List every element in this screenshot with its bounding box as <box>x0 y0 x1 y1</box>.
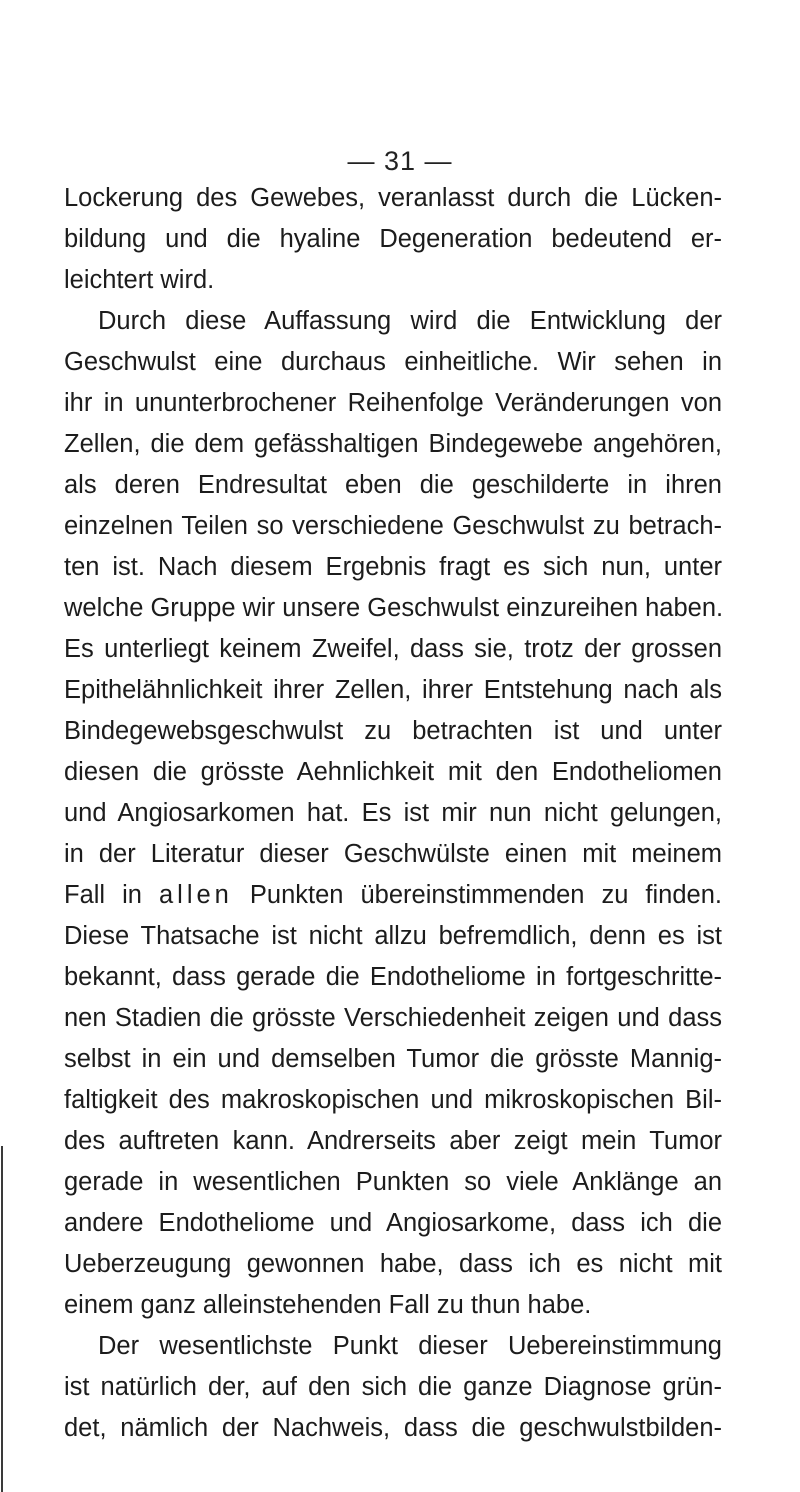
text-run: Fall in <box>64 881 159 909</box>
text-line-14: Bindegewebsgeschwulst zu betrachten ist und unter <box>64 717 722 745</box>
text-line-16: und Angiosarkomen hat. Es ist mir nun nicht gelungen, <box>64 799 722 827</box>
text-line-12: Es unterliegt keinem Zweifel, dass sie, trotz der grossen <box>64 635 722 663</box>
text-line-2: bildung und die hyaline Degeneration bedeutend er- <box>64 225 722 253</box>
text-line-5: Geschwulst eine durchaus einheitliche. Wir sehen in <box>64 348 722 376</box>
text-line-25: gerade in wesentlichen Punkten so viele Anklänge an <box>64 1168 722 1196</box>
text-line-13: Epithelähnlichkeit ihrer Zellen, ihrer Entstehung nach als <box>64 676 722 704</box>
text-line-4: Durch diese Auffassung wird die Entwicklung der <box>98 307 722 335</box>
text-line-15: diesen die grösste Aehnlichkeit mit den Endotheliomen <box>64 758 722 786</box>
text-line-24: des auftreten kann. Andrerseits aber zeigt mein Tumor <box>64 1127 722 1155</box>
text-line-31: det, nämlich der Nachweis, dass die geschwulstbilden- <box>64 1414 722 1442</box>
text-line-26: andere Endotheliome und Angiosarkome, dass ich die <box>64 1209 722 1237</box>
text-line-9: einzelnen Teilen so verschiedene Geschwulst zu betrach- <box>64 512 722 540</box>
text-line-8: als deren Endresultat eben die geschilderte in ihren <box>64 471 722 499</box>
text-line-21: nen Stadien die grösste Verschiedenheit zeigen und dass <box>64 1004 722 1032</box>
text-line-18 <box>64 875 722 915</box>
page-number: — 31 — <box>347 146 453 176</box>
text-line-3: leichtert wird. <box>64 266 215 294</box>
text-run: Punkten übereinstimmenden zu finden. <box>232 881 722 909</box>
text-line-7: Zellen, die dem gefässhaltigen Bindegewebe angehören, <box>64 430 722 458</box>
text-line-23: faltigkeit des makroskopischen und mikroskopischen Bil- <box>64 1086 722 1114</box>
text-line-6: ihr in ununterbrochener Reihenfolge Veränderungen von <box>64 389 722 417</box>
text-line-10: ten ist. Nach diesem Ergebnis fragt es sich nun, unter <box>64 553 722 581</box>
text-line-20: bekannt, dass gerade die Endotheliome in fortgeschritte- <box>64 963 722 991</box>
emphasized-word: allen <box>158 881 233 909</box>
scan-edge-mark <box>1 1146 3 1492</box>
text-line-19: Diese Thatsache ist nicht allzu befremdlich, denn es ist <box>64 922 722 950</box>
text-line-27: Ueberzeugung gewonnen habe, dass ich es nicht mit <box>64 1250 722 1278</box>
text-line-1: Lockerung des Gewebes, veranlasst durch die Lücken- <box>64 184 722 212</box>
text-line-22: selbst in ein und demselben Tumor die grösste Mannig- <box>64 1045 722 1073</box>
text-line-30: ist natürlich der, auf den sich die ganze Diagnose grün- <box>64 1373 722 1401</box>
text-line-17: in der Literatur dieser Geschwülste einen mit meinem <box>64 840 722 868</box>
text-line-11: welche Gruppe wir unsere Geschwulst einzureihen haben. <box>64 594 724 622</box>
text-line-28: einem ganz alleinstehenden Fall zu thun habe. <box>64 1291 592 1319</box>
text-line-29: Der wesentlichste Punkt dieser Uebereinstimmung <box>98 1332 722 1360</box>
